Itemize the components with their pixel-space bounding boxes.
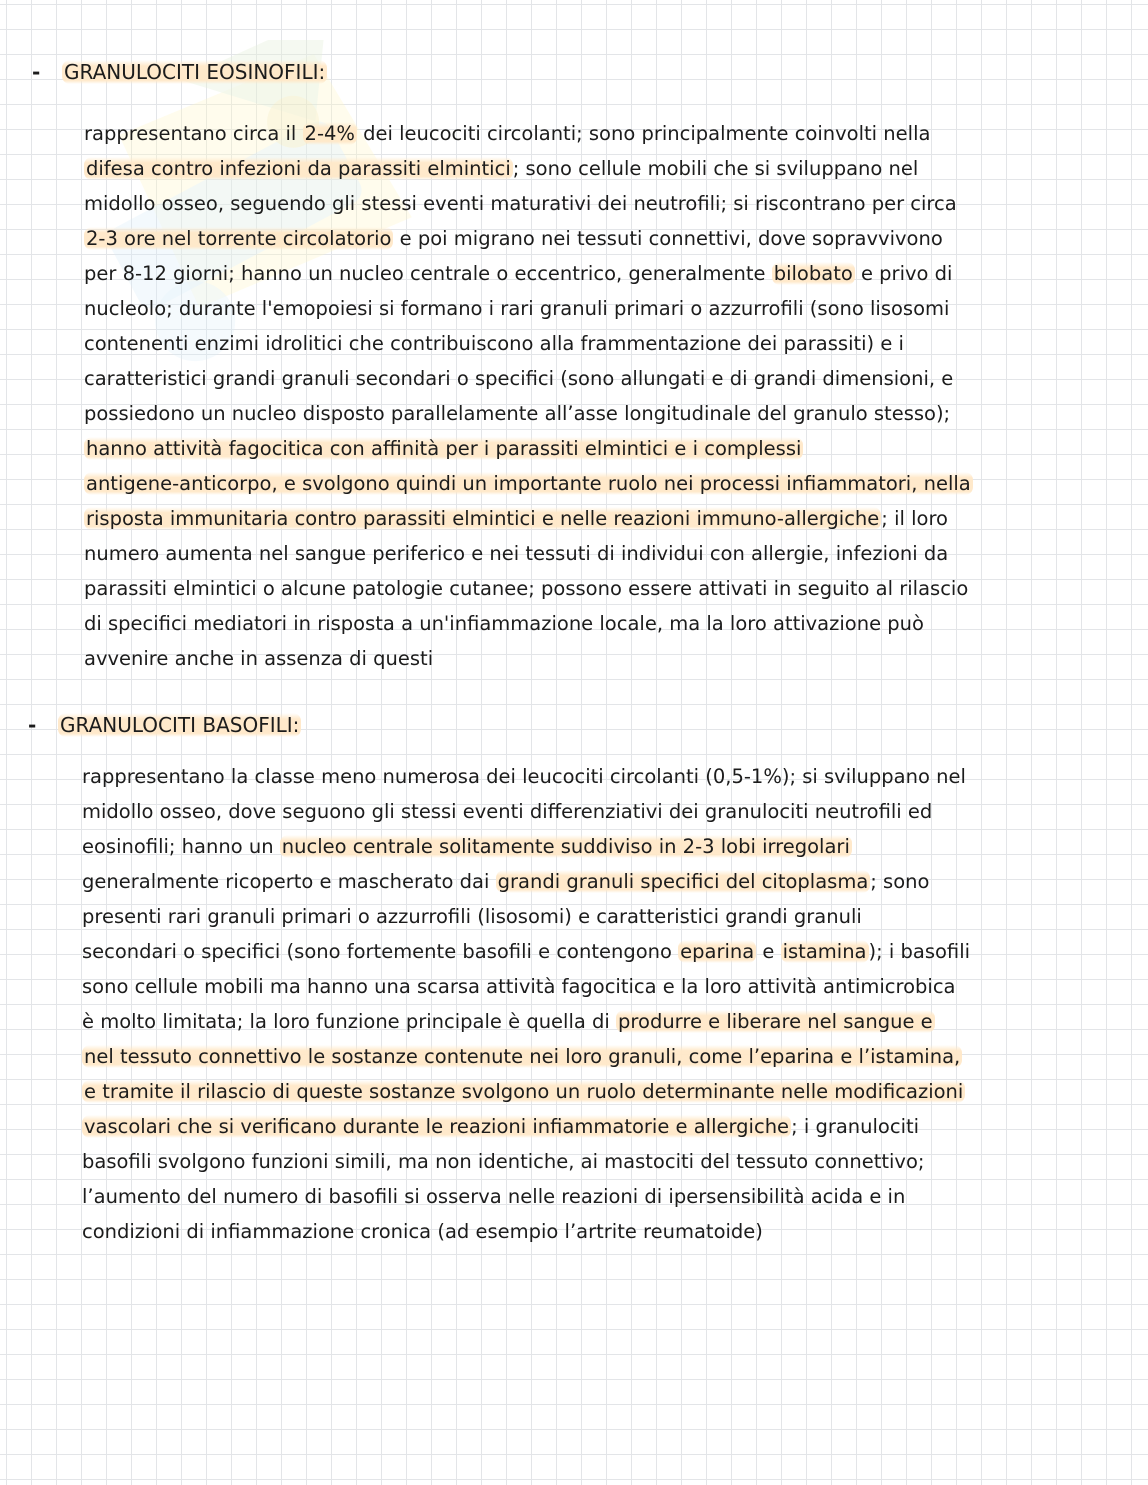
- highlighted-text: risposta immunitaria contro parassiti elmintici e nelle reazioni immuno-allergiche: [86, 507, 880, 530]
- section-heading-eosinofili: [32, 58, 327, 86]
- text-line: [84, 536, 973, 571]
- text-line: [84, 291, 973, 326]
- text-line: [84, 186, 973, 221]
- text-line: [84, 641, 973, 676]
- highlighted-text: nucleo centrale solitamente suddiviso in 2-3 lobi irregolari: [281, 835, 850, 858]
- text-segment: dei leucociti circolanti; sono principalmente coinvolti nella: [356, 122, 931, 145]
- text-segment: rappresentano circa il: [84, 122, 303, 145]
- text-line: [84, 221, 973, 256]
- text-segment: e: [756, 940, 781, 963]
- text-line: [84, 116, 973, 151]
- text-segment: nucleolo; durante l'emopoiesi si formano i rari granuli primari o azzurrofili (sono lisosomi: [84, 297, 950, 320]
- text-line: [84, 151, 973, 186]
- section-heading-basofili: [28, 711, 301, 739]
- text-line: [84, 326, 973, 361]
- text-line: [82, 794, 970, 829]
- text-segment: ; i granulociti: [791, 1115, 920, 1138]
- highlighted-text: antigene-anticorpo, e svolgono quindi un importante ruolo nei processi infiammatori, nella: [86, 472, 971, 495]
- text-segment: condizioni di infiammazione cronica (ad esempio l’artrite reumatoide): [82, 1220, 763, 1243]
- text-segment: rappresentano la classe meno numerosa dei leucociti circolanti (0,5-1%); si sviluppano nel: [82, 765, 966, 788]
- text-segment: caratteristici grandi granuli secondari o specifici (sono allungati e di grandi dimensioni, e: [84, 367, 954, 390]
- highlighted-text: 2-3 ore nel torrente circolatorio: [86, 227, 392, 250]
- highlighted-text: bilobato: [773, 262, 853, 285]
- text-line: [84, 431, 973, 466]
- text-segment: per 8-12 giorni; hanno un nucleo centrale o eccentrico, generalmente: [84, 262, 772, 285]
- highlighted-text: e tramite il rilascio di queste sostanze svolgono un ruolo determinante nelle modificazioni: [84, 1080, 964, 1103]
- text-line: [84, 396, 973, 431]
- text-line: [84, 466, 973, 501]
- text-segment: e privo di: [854, 262, 953, 285]
- text-line: [82, 1214, 970, 1249]
- text-segment: avvenire anche in assenza di questi: [84, 647, 434, 670]
- text-segment: numero aumenta nel sangue periferico e nei tessuti di individui con allergie, infezioni da: [84, 542, 949, 565]
- text-line: [82, 1074, 970, 1109]
- text-segment: secondari o specifici (sono fortemente basofili e contengono: [82, 940, 679, 963]
- text-segment: ; il loro: [881, 507, 948, 530]
- heading-text: GRANULOCITI BASOFILI:: [60, 713, 300, 737]
- text-line: [82, 1109, 970, 1144]
- highlighted-text: vascolari che si verificano durante le reazioni infiammatorie e allergiche: [84, 1115, 790, 1138]
- paragraph-eosinofili: [84, 116, 973, 676]
- text-line: [84, 501, 973, 536]
- text-line: [82, 1004, 970, 1039]
- text-line: [84, 361, 973, 396]
- paragraph-basofili: [82, 759, 970, 1249]
- text-line: [82, 1039, 970, 1074]
- highlighted-text: difesa contro infezioni da parassiti elmintici: [86, 157, 511, 180]
- text-segment: ); i basofili: [868, 940, 971, 963]
- highlighted-text: grandi granuli specifici del citoplasma: [497, 870, 869, 893]
- text-segment: possiedono un nucleo disposto parallelamente all’asse longitudinale del granulo stesso);: [84, 402, 951, 425]
- highlighted-text: hanno attività fagocitica con affinità per i parassiti elmintici e i complessi: [86, 437, 802, 460]
- text-line: [84, 606, 973, 641]
- text-segment: l’aumento del numero di basofili si osserva nelle reazioni di ipersensibilità acida e in: [82, 1185, 906, 1208]
- text-segment: midollo osseo, dove seguono gli stessi eventi differenziativi dei granulociti neutrofili ed: [82, 800, 933, 823]
- highlighted-text: produrre e liberare nel sangue e: [618, 1010, 933, 1033]
- text-segment: presenti rari granuli primari o azzurrofili (lisosomi) e caratteristici grandi granuli: [82, 905, 862, 928]
- text-line: [82, 1144, 970, 1179]
- highlighted-text: istamina: [782, 940, 867, 963]
- text-segment: parassiti elmintici o alcune patologie cutanee; possono essere attivati in seguito al rilascio: [84, 577, 969, 600]
- text-segment: e poi migrano nei tessuti connettivi, dove sopravvivono: [393, 227, 943, 250]
- text-line: [82, 934, 970, 969]
- text-segment: ; sono: [870, 870, 930, 893]
- text-line: [82, 899, 970, 934]
- text-segment: eosinofili; hanno un: [82, 835, 280, 858]
- text-segment: basofili svolgono funzioni simili, ma non identiche, ai mastociti del tessuto connettivo;: [82, 1150, 925, 1173]
- text-line: [82, 1179, 970, 1214]
- text-segment: contenenti enzimi idrolitici che contribuiscono alla frammentazione dei parassiti) e i: [84, 332, 904, 355]
- text-line: [82, 759, 970, 794]
- bullet-dash: -: [32, 60, 41, 84]
- text-line: [82, 829, 970, 864]
- text-line: [82, 969, 970, 1004]
- text-line: [82, 864, 970, 899]
- text-line: [84, 571, 973, 606]
- highlighted-text: eparina: [680, 940, 755, 963]
- text-segment: sono cellule mobili ma hanno una scarsa attività fagocitica e la loro attività antimicrobica: [82, 975, 956, 998]
- text-segment: midollo osseo, seguendo gli stessi eventi maturativi dei neutrofili; si riscontrano per circa: [84, 192, 957, 215]
- text-line: [84, 256, 973, 291]
- text-segment: è molto limitata; la loro funzione principale è quella di: [82, 1010, 617, 1033]
- text-segment: generalmente ricoperto e mascherato dai: [82, 870, 496, 893]
- bullet-dash: -: [28, 713, 37, 737]
- heading-text: GRANULOCITI EOSINOFILI:: [64, 60, 326, 84]
- text-segment: di specifici mediatori in risposta a un'infiammazione locale, ma la loro attivazione può: [84, 612, 924, 635]
- highlighted-text: 2-4%: [304, 122, 355, 145]
- highlighted-text: nel tessuto connettivo le sostanze contenute nei loro granuli, come l’eparina e l’istamina,: [84, 1045, 961, 1068]
- text-segment: ; sono cellule mobili che si sviluppano nel: [512, 157, 919, 180]
